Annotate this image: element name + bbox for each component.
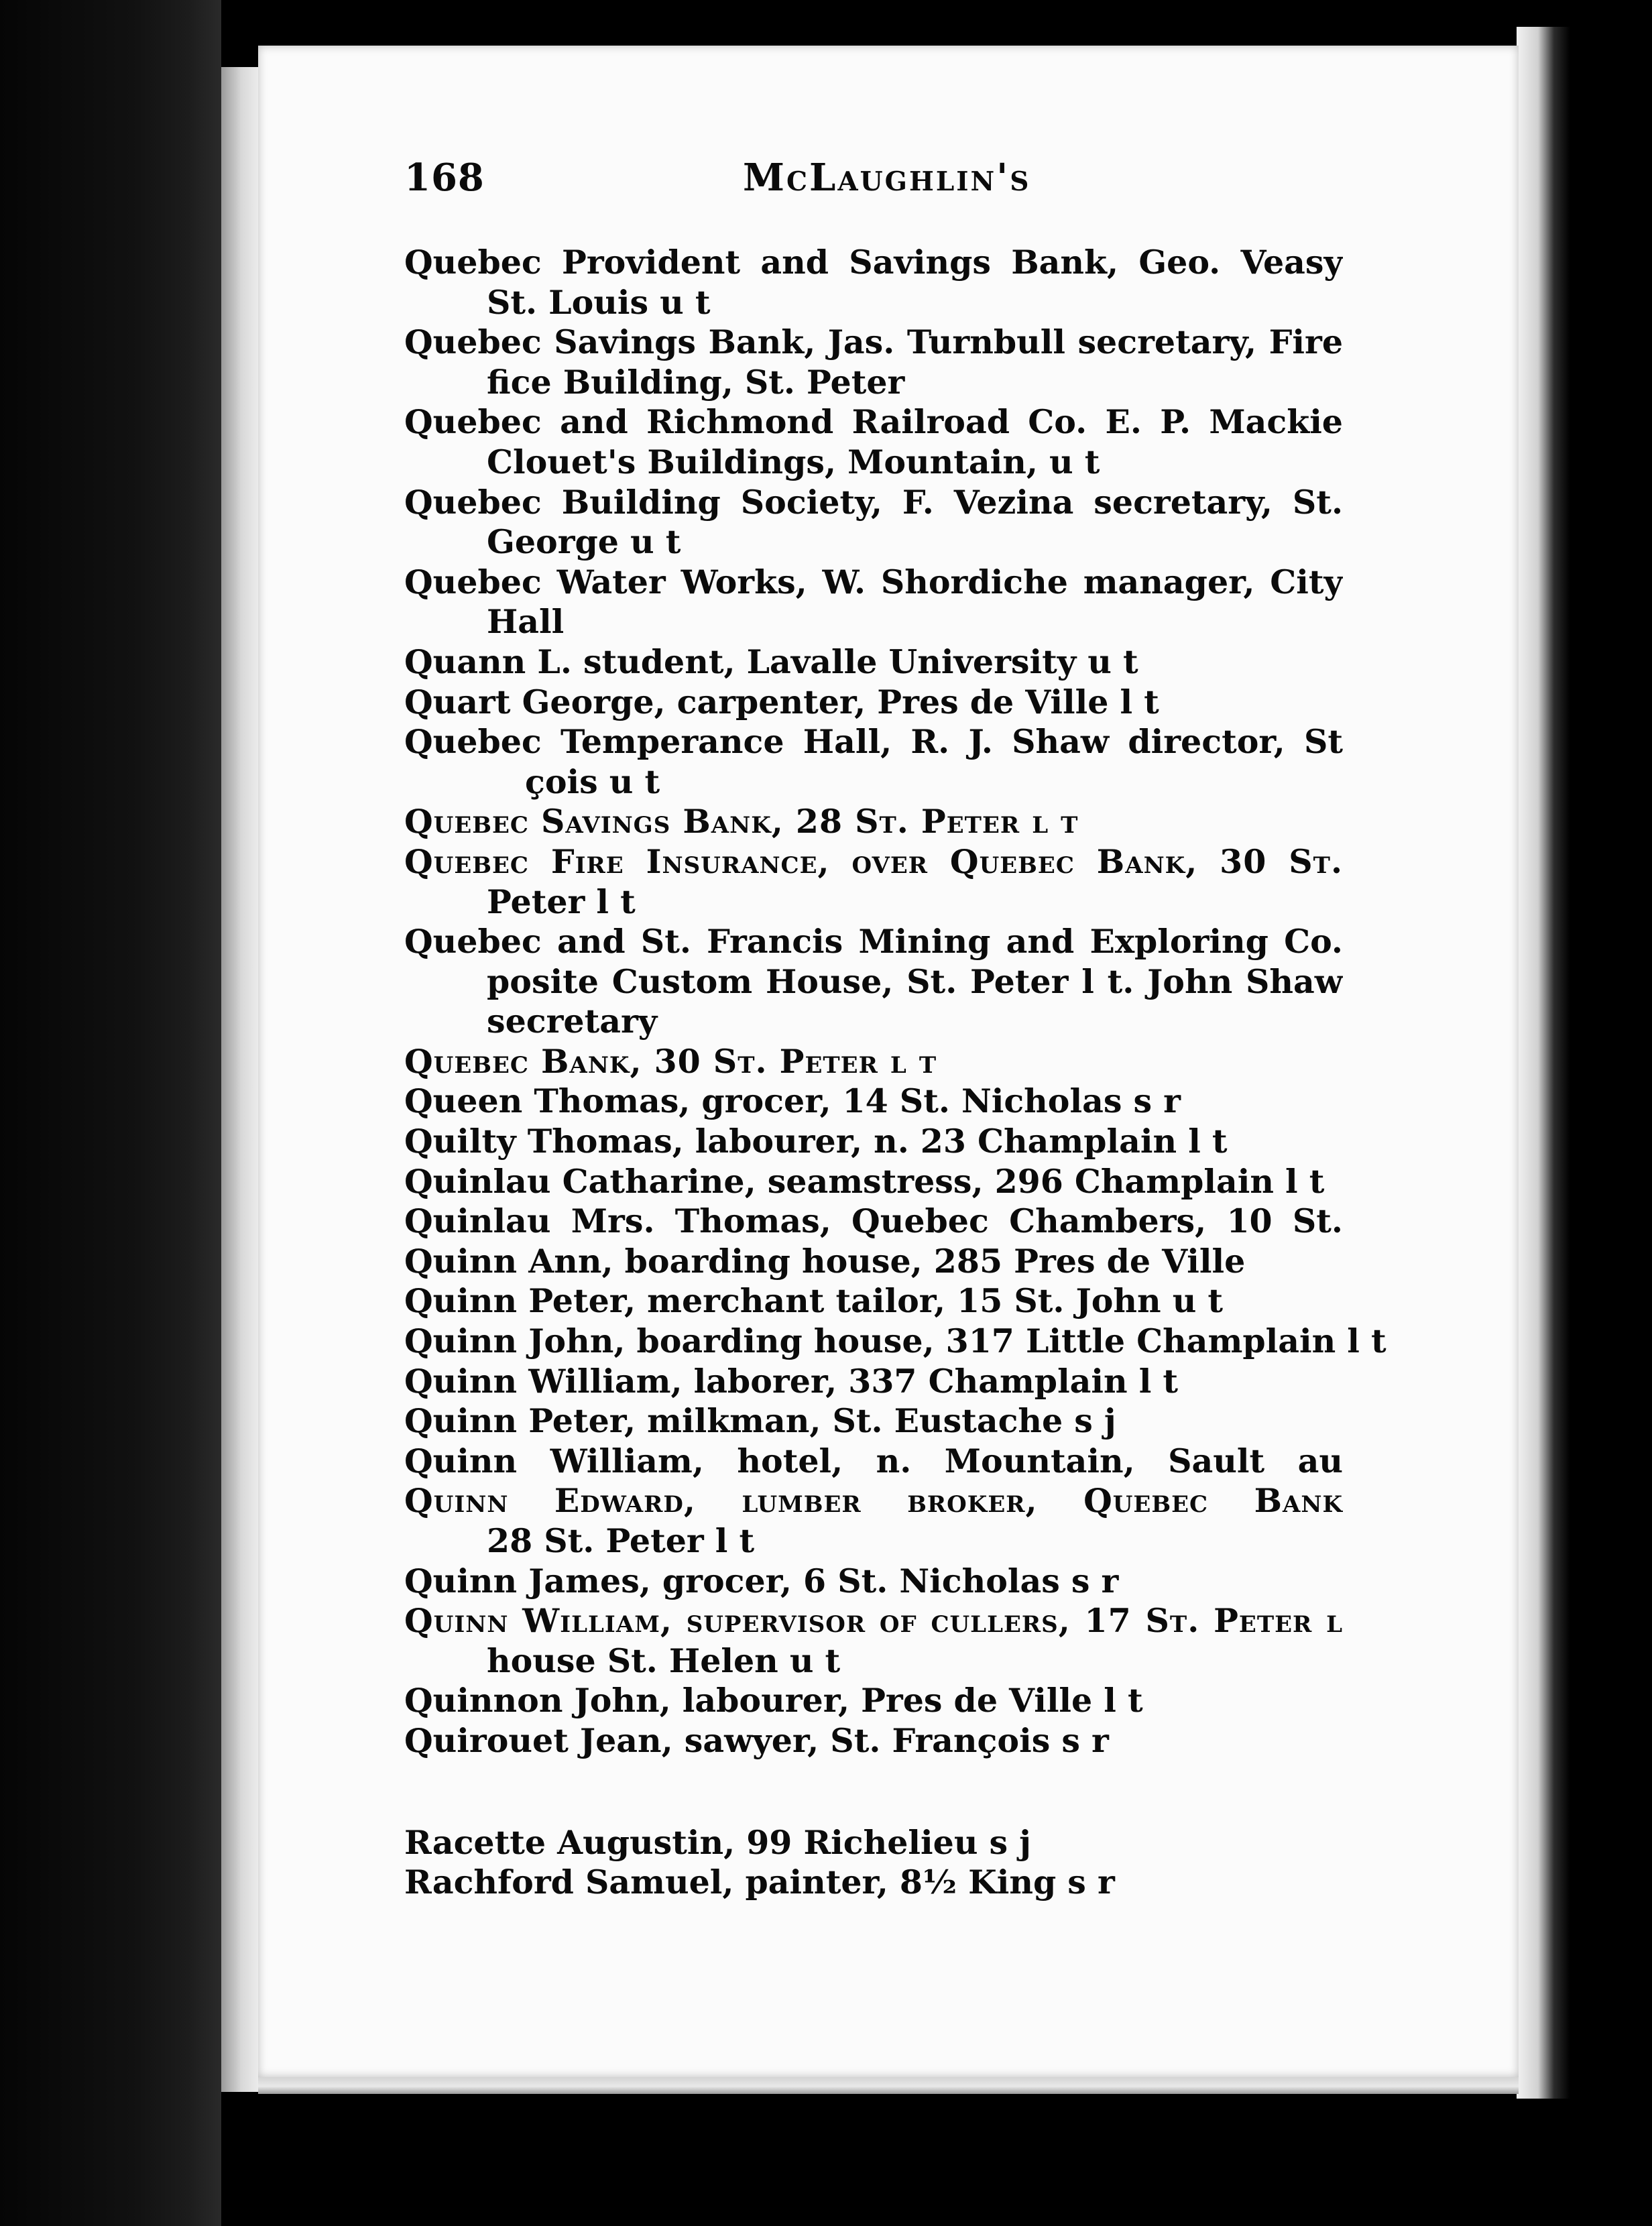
- directory-entry: [404, 1721, 1343, 1761]
- page-stack-edge: [221, 67, 261, 2092]
- directory-entry: [404, 1322, 1386, 1362]
- entry-line: Quebec Building Society, F. Vezina secretary, St.: [404, 482, 1343, 522]
- entry-line-continued: secretary: [487, 1002, 658, 1041]
- entry-line: Quebec Savings Bank, Jas. Turnbull secretary, Fire: [404, 323, 1343, 362]
- entry-line-continued: St. Louis u t: [487, 282, 711, 322]
- page-number: 168: [404, 156, 485, 200]
- entry-line-continued: George u t: [487, 522, 681, 562]
- entry-line: Quebec Bank, 30 St. Peter l t: [404, 1041, 937, 1081]
- entry-line: Quinn Ann, boarding house, 285 Pres de Ville: [404, 1241, 1246, 1281]
- entry-line: Queen Thomas, grocer, 14 St. Nicholas s r: [404, 1081, 1181, 1121]
- directory-entry: [404, 1362, 1343, 1402]
- page-right-edge: [1517, 27, 1570, 2099]
- entry-line: Quinnon John, labourer, Pres de Ville l t: [404, 1681, 1143, 1720]
- entry-line: Quinn Edward, lumber broker, Quebec Bank: [404, 1481, 1343, 1521]
- directory-entry: [404, 642, 1343, 683]
- entry-line: Quebec Savings Bank, 28 St. Peter l t: [404, 802, 1079, 841]
- directory-entry: [404, 483, 1343, 563]
- directory-entry: [404, 1401, 1343, 1442]
- entry-line-continued: Clouet's Buildings, Mountain, u t: [487, 442, 1100, 481]
- scan-border-left: [0, 0, 221, 2226]
- directory-entry: [404, 563, 1343, 642]
- directory-entry: [404, 402, 1343, 482]
- directory-entry: [404, 1562, 1343, 1602]
- directory-entry: [404, 683, 1343, 723]
- directory-entry: [404, 1601, 1343, 1681]
- directory-entry: [404, 1202, 1343, 1242]
- entry-line-continued: 28 St. Peter l t: [487, 1521, 755, 1560]
- directory-entry: [404, 1863, 1343, 1903]
- directory-entry: [404, 1681, 1343, 1721]
- entry-line: Racette Augustin, 99 Richelieu s j: [404, 1822, 1031, 1862]
- entry-line: Quann L. student, Lavalle University u t: [404, 642, 1138, 681]
- entry-line: Quinn John, boarding house, 317 Little Champlain l t: [404, 1322, 1386, 1361]
- entry-line: Quirouet Jean, sawyer, St. François s r: [404, 1720, 1109, 1760]
- directory-entry: [404, 1481, 1343, 1561]
- directory-entry: [404, 1242, 1343, 1282]
- directory-entry: [404, 1442, 1343, 1482]
- entry-line: Quart George, carpenter, Pres de Ville l t: [404, 682, 1159, 721]
- page-bottom-edge: [258, 2075, 1519, 2094]
- directory-entry: [404, 842, 1343, 922]
- directory-entry: [404, 802, 1343, 842]
- entry-line: Quinn James, grocer, 6 St. Nicholas s r: [404, 1561, 1119, 1600]
- entry-line-continued: house St. Helen u t: [487, 1641, 841, 1680]
- section-gap: [404, 1761, 1343, 1823]
- entry-line: Quinn William, supervisor of cullers, 17 St. Peter l: [404, 1601, 1343, 1641]
- directory-entry: [404, 922, 1343, 1042]
- page-header: [404, 156, 1350, 209]
- directory-entry: [404, 323, 1343, 402]
- directory-entry: [404, 1281, 1343, 1322]
- directory-entry: [404, 243, 1343, 323]
- entry-line: Quebec Temperance Hall, R. J. Shaw director, St: [404, 722, 1343, 762]
- entry-line-continued: Peter l t: [487, 882, 636, 921]
- directory-entry: [404, 1823, 1343, 1863]
- directory-entry: [404, 722, 1343, 802]
- directory-entry: [404, 1122, 1343, 1162]
- directory-entries: [404, 243, 1386, 1903]
- entry-line: Quinlau Mrs. Thomas, Quebec Chambers, 10 St.: [404, 1202, 1343, 1241]
- entry-line: Quebec and Richmond Railroad Co. E. P. Mackie: [404, 402, 1343, 442]
- entry-line-continued: fice Building, St. Peter: [487, 362, 905, 402]
- entry-line: Quebec Water Works, W. Shordiche manager, City: [404, 562, 1343, 601]
- entry-line-continued: Hall: [487, 602, 565, 642]
- entry-line: Quebec Fire Insurance, over Quebec Bank, 30 St.: [404, 841, 1343, 881]
- entry-line: Quinn William, hotel, n. Mountain, Sault au: [404, 1441, 1343, 1480]
- entry-line: Quilty Thomas, labourer, n. 23 Champlain l t: [404, 1122, 1228, 1161]
- entry-line: Quinn Peter, merchant tailor, 15 St. John u t: [404, 1281, 1224, 1321]
- entry-line: Quinn Peter, milkman, St. Eustache s j: [404, 1401, 1116, 1441]
- directory-entry: [404, 1042, 1343, 1082]
- directory-entry: [404, 1162, 1343, 1202]
- entry-line-continued: posite Custom House, St. Peter l t. John Shaw: [487, 961, 1343, 1001]
- entry-line: Quinn William, laborer, 337 Champlain l t: [404, 1361, 1179, 1401]
- entry-line: Quebec Provident and Savings Bank, Geo. Veasy: [404, 243, 1343, 282]
- directory-entry: [404, 1081, 1343, 1122]
- entry-line: Quinlau Catharine, seamstress, 296 Champlain l t: [404, 1161, 1325, 1201]
- entry-line-continued: çois u t: [525, 762, 660, 801]
- running-title: McLaughlin's: [743, 156, 1031, 200]
- entry-line: Quebec and St. Francis Mining and Exploring Co.: [404, 922, 1343, 961]
- entry-line: Rachford Samuel, painter, 8½ King s r: [404, 1863, 1115, 1902]
